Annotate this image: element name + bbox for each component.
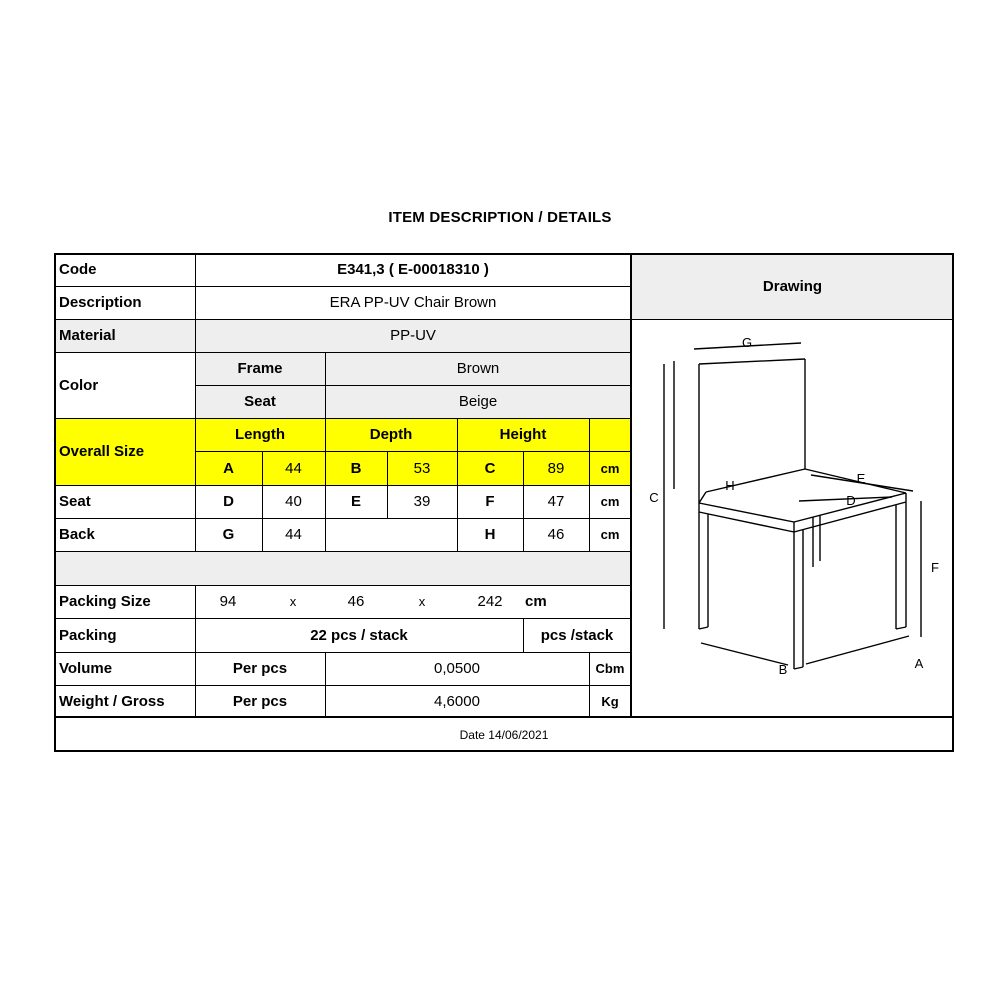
seat-unit: cm (600, 494, 620, 509)
back-unit: cm (600, 527, 620, 542)
overall-unit: cm (600, 460, 620, 476)
packing-size-label: Packing Size (59, 593, 151, 610)
length-header: Length (235, 426, 285, 443)
volume-value: 0,0500 (434, 660, 480, 677)
height-header: Height (499, 426, 547, 443)
description-label: Description (59, 294, 142, 311)
page-title: ITEM DESCRIPTION / DETAILS (388, 209, 612, 226)
color-frame-value: Brown (456, 360, 500, 377)
overall-a-value: 44 (285, 459, 302, 477)
drawing-label-b: B (778, 662, 788, 677)
weight-value: 4,6000 (434, 692, 480, 710)
overall-b-value: 53 (413, 459, 431, 477)
color-label: Color (59, 376, 99, 394)
back-h-value: 46 (547, 526, 565, 543)
overall-b-letter: B (350, 459, 362, 477)
item-details-sheet (54, 253, 954, 752)
packing-size-x2: x (418, 594, 426, 609)
drawing-label-a: A (914, 656, 924, 671)
back-g-letter: G (222, 526, 235, 543)
drawing-label-e: E (856, 471, 866, 486)
weight-label: Weight / Gross (59, 692, 165, 710)
back-size-label: Back (59, 526, 95, 543)
weight-unit: Kg (601, 693, 619, 709)
overall-a-letter: A (223, 459, 234, 477)
seat-e-value: 39 (413, 493, 431, 510)
seat-d-value: 40 (285, 493, 302, 510)
color-seat-value: Beige (458, 393, 498, 410)
seat-size-label: Seat (59, 493, 91, 510)
volume-per: Per pcs (232, 660, 288, 677)
drawing-label-h: H (725, 478, 735, 493)
volume-label: Volume (59, 660, 113, 677)
packing-size-height: 242 (477, 593, 503, 610)
packing-label: Packing (59, 626, 117, 644)
drawing-label-c: C (649, 490, 659, 505)
overall-c-letter: C (484, 459, 496, 477)
back-h-letter: H (484, 526, 496, 543)
seat-d-letter: D (223, 493, 234, 510)
packing-size-width: 46 (347, 593, 365, 610)
overall-size-label: Overall Size (59, 443, 145, 460)
footer-date: Date 14/06/2021 (459, 727, 549, 742)
seat-f-value: 47 (547, 493, 565, 510)
seat-e-letter: E (350, 493, 361, 510)
material-label: Material (59, 327, 116, 344)
color-seat-label: Seat (244, 393, 276, 410)
overall-c-value: 89 (547, 459, 565, 477)
drawing-label-f: F (931, 560, 939, 575)
packing-size-unit: cm (525, 593, 547, 610)
packing-value: 22 pcs / stack (310, 626, 408, 644)
packing-size-x1: x (289, 594, 297, 609)
seat-f-letter: F (485, 493, 495, 510)
back-g-value: 44 (285, 526, 302, 543)
drawing-header: Drawing (762, 277, 823, 295)
drawing-label-g: G (741, 335, 753, 350)
description-value: ERA PP-UV Chair Brown (329, 294, 497, 311)
color-frame-label: Frame (237, 360, 283, 377)
weight-per: Per pcs (232, 692, 288, 710)
code-label: Code (59, 261, 97, 278)
packing-size-length: 94 (219, 593, 237, 610)
depth-header: Depth (369, 426, 413, 443)
material-value: PP-UV (390, 327, 436, 344)
volume-unit: Cbm (595, 661, 625, 676)
packing-unit: pcs /stack (540, 626, 614, 644)
drawing-label-d: D (846, 493, 856, 508)
code-value: E341,3 ( E-00018310 ) (337, 261, 489, 278)
table-border (54, 253, 954, 752)
